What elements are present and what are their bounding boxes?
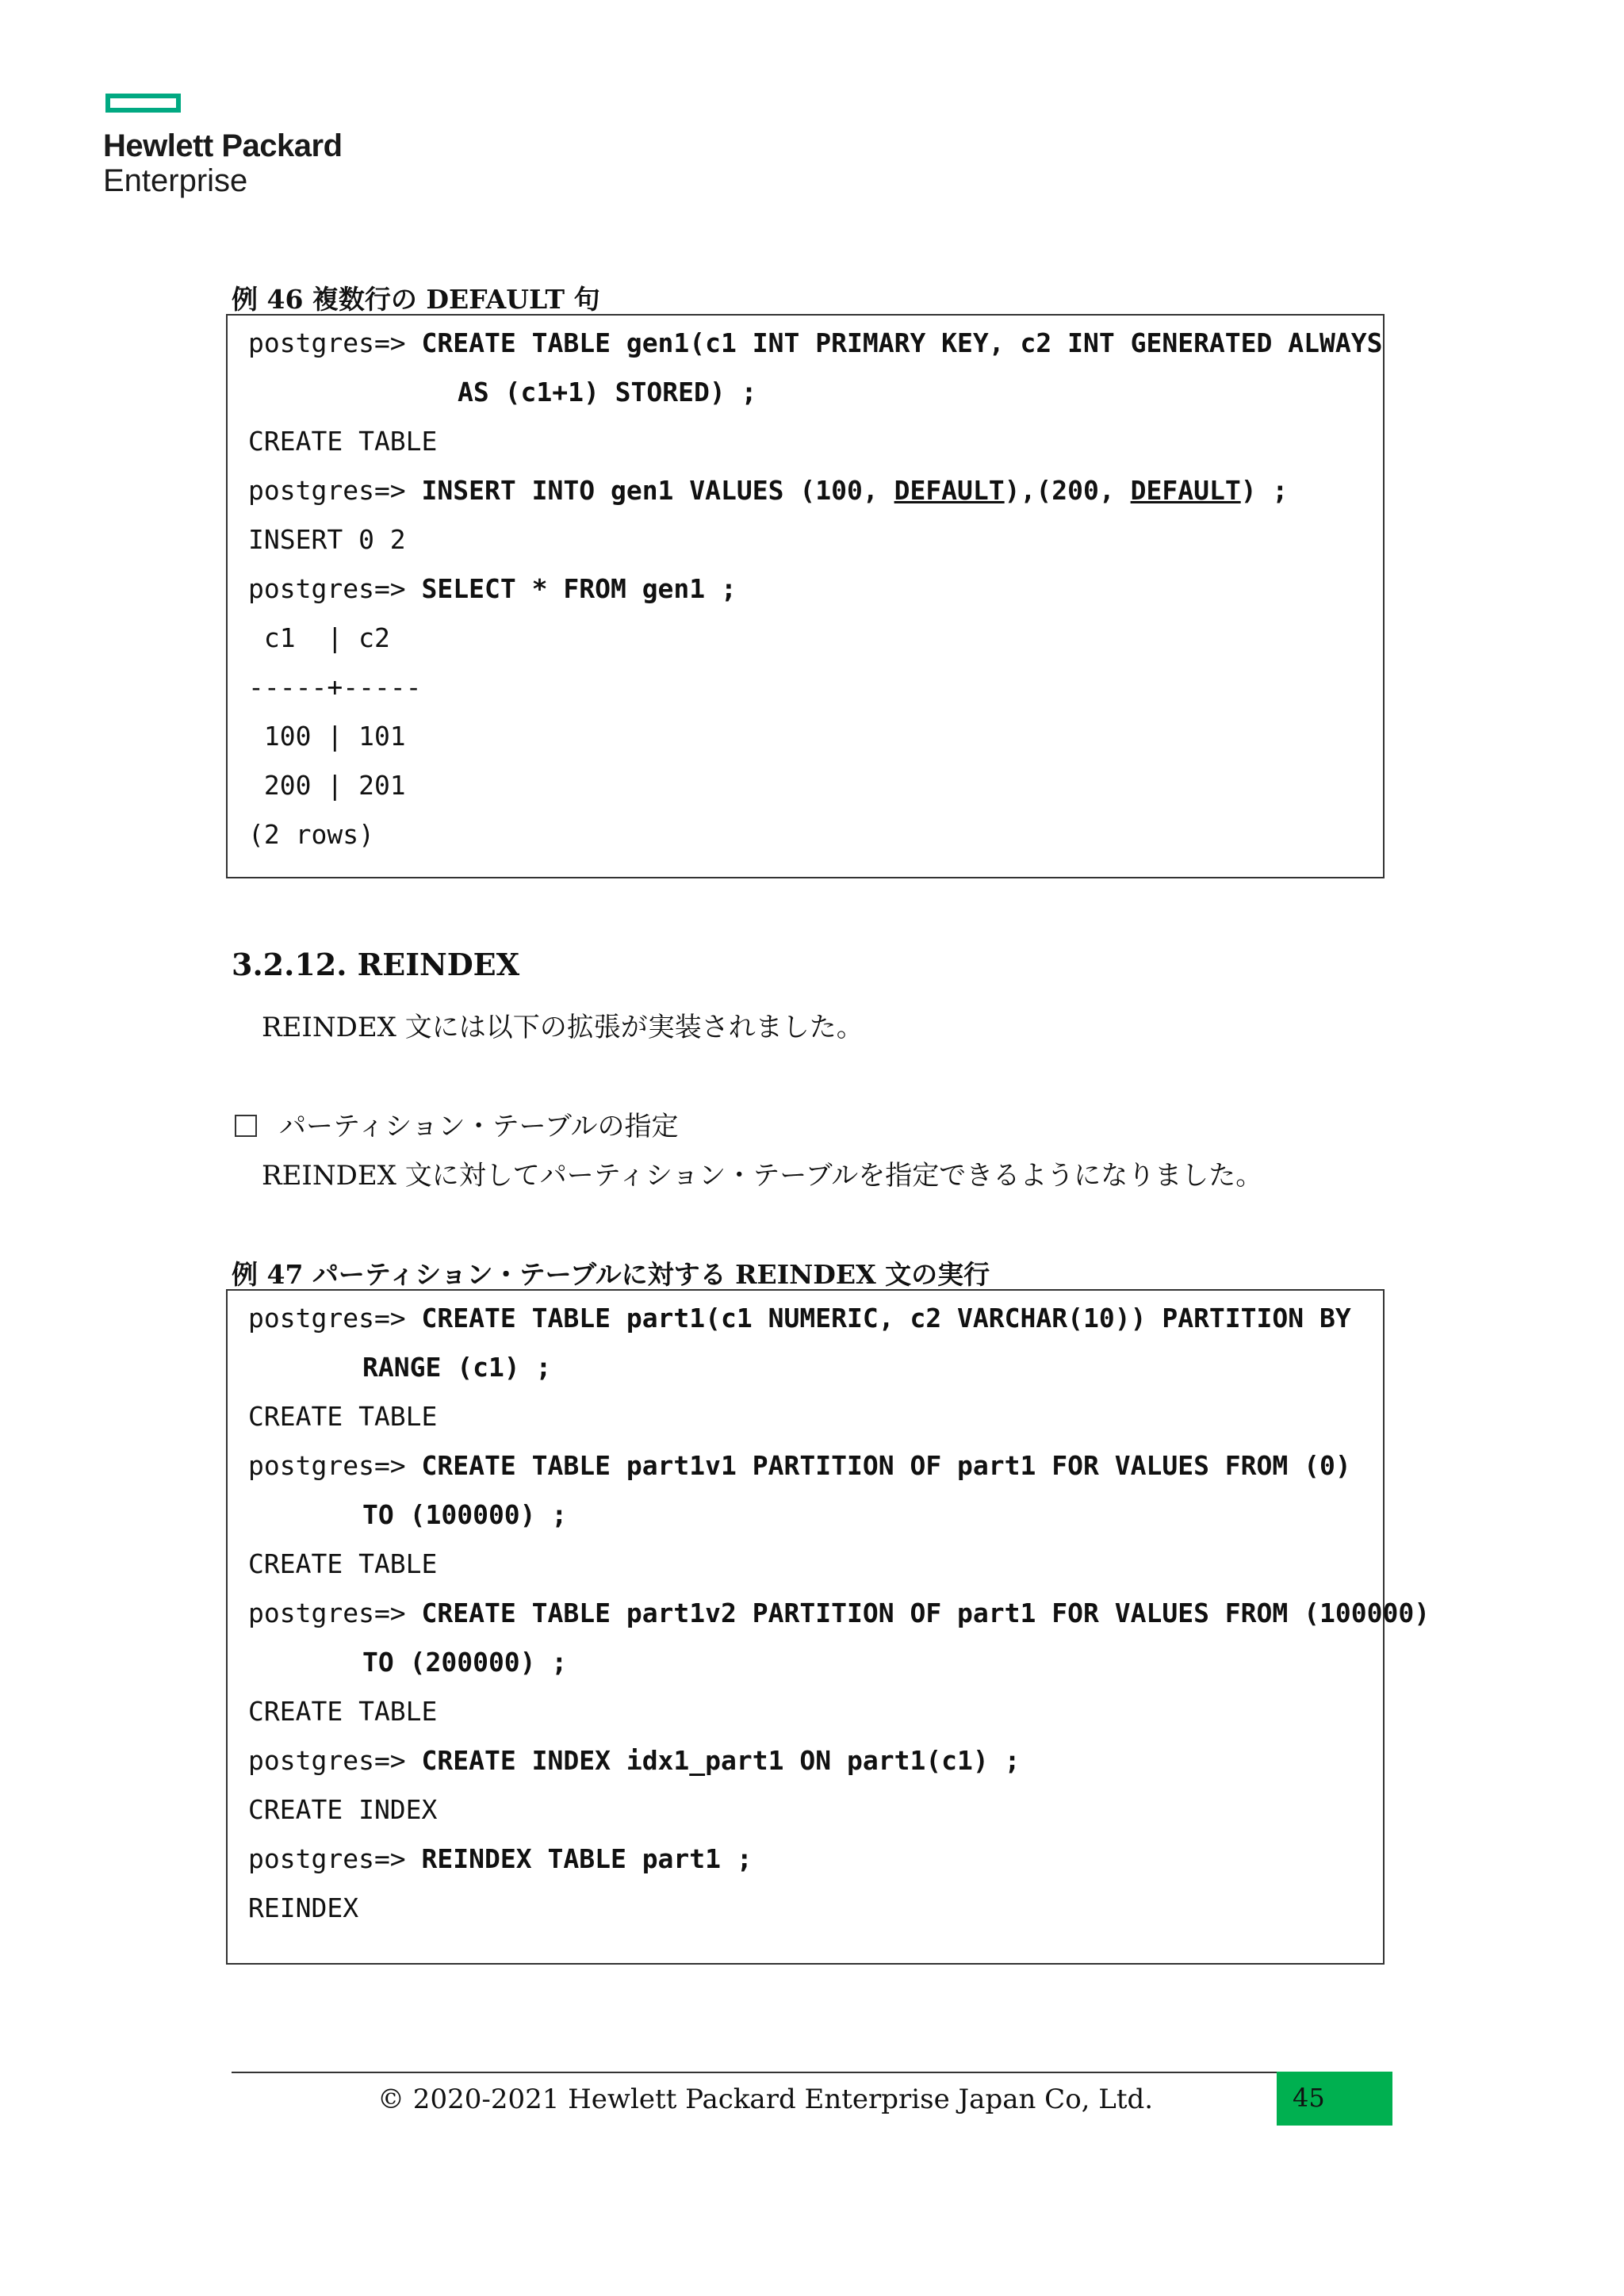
code-prompt: postgres=>	[248, 1598, 422, 1628]
code-prompt: postgres=>	[248, 475, 422, 506]
code-line	[248, 1884, 358, 1933]
code-line	[362, 1638, 567, 1687]
code-command: TO (200000) ;	[362, 1647, 568, 1678]
code-line	[248, 761, 406, 810]
section-intro: REINDEX 文には以下の拡張が実装されました。	[262, 1012, 864, 1043]
code-line	[248, 1687, 437, 1736]
code-line	[362, 1343, 551, 1392]
code-output: (2 rows)	[248, 819, 374, 850]
code-line	[248, 1835, 753, 1884]
code-line	[458, 368, 757, 417]
code-output: REINDEX	[248, 1892, 359, 1923]
code-line	[248, 663, 422, 712]
example-46-caption: 例 46 複数行の DEFAULT 句	[232, 284, 600, 315]
code-line	[248, 614, 390, 663]
code-line	[248, 417, 437, 466]
code-line	[248, 515, 406, 564]
code-output: CREATE TABLE	[248, 1548, 438, 1579]
code-line	[248, 810, 374, 859]
bullet-box-icon	[235, 1115, 257, 1137]
code-command: CREATE INDEX idx1_part1 ON part1(c1) ;	[421, 1745, 1021, 1776]
code-output: INSERT 0 2	[248, 524, 406, 555]
code-command: TO (100000) ;	[362, 1499, 568, 1530]
code-prompt: postgres=>	[248, 1843, 422, 1874]
example-46-code-box	[226, 314, 1385, 878]
code-command: RANGE (c1) ;	[362, 1352, 552, 1383]
code-prompt: postgres=>	[248, 327, 422, 358]
code-underlined-keyword: DEFAULT	[1130, 475, 1241, 506]
code-command: ),(200,	[1004, 475, 1131, 506]
code-output: CREATE TABLE	[248, 426, 438, 457]
logo-line-2: Enterprise	[103, 163, 248, 198]
code-prompt: postgres=>	[248, 1450, 422, 1481]
code-output: CREATE TABLE	[248, 1696, 438, 1727]
code-command: CREATE TABLE part1v1 PARTITION OF part1 FOR VALUES FROM (0)	[421, 1450, 1351, 1481]
footer-rule	[232, 2072, 1277, 2073]
code-command: REINDEX TABLE part1 ;	[421, 1843, 753, 1874]
example-47-code-box	[226, 1289, 1431, 1965]
code-underlined-keyword: DEFAULT	[894, 475, 1005, 506]
code-line	[248, 1294, 1351, 1343]
code-output: 200 | 201	[248, 770, 406, 801]
code-output: 100 | 101	[248, 721, 406, 752]
footer-copyright: © 2020-2021 Hewlett Packard Enterprise Japan Co, Ltd.	[377, 2084, 1154, 2115]
logo-line-1: Hewlett Packard	[103, 128, 343, 163]
bullet-item	[235, 1104, 679, 1143]
code-line	[248, 319, 1382, 368]
page-number-box	[1277, 2072, 1392, 2126]
code-command: INSERT INTO gen1 VALUES (100,	[421, 475, 894, 506]
code-line	[248, 1540, 437, 1589]
bullet-description: REINDEX 文に対してパーティション・テーブルを指定できるようになりました。	[262, 1160, 1263, 1192]
code-command: ) ;	[1240, 475, 1289, 506]
code-command: CREATE TABLE gen1(c1 INT PRIMARY KEY, c2 INT GENERATED ALWAYS	[421, 327, 1383, 358]
bullet-label: パーティション・テーブルの指定	[279, 1111, 679, 1142]
code-prompt: postgres=>	[248, 1745, 422, 1776]
code-output: CREATE TABLE	[248, 1401, 438, 1432]
code-prompt: postgres=>	[248, 1303, 422, 1334]
code-output: c1 | c2	[248, 622, 390, 653]
code-line	[248, 1392, 437, 1441]
page-number: 45	[1293, 2083, 1325, 2113]
code-command: CREATE TABLE part1(c1 NUMERIC, c2 VARCHAR(10)) PARTITION BY	[421, 1303, 1351, 1334]
code-command: SELECT * FROM gen1 ;	[421, 573, 737, 604]
code-line	[248, 1441, 1351, 1490]
code-command: AS (c1+1) STORED) ;	[458, 377, 757, 408]
code-line	[248, 1589, 1430, 1638]
code-prompt: postgres=>	[248, 573, 422, 604]
code-line	[248, 712, 406, 761]
code-line	[248, 466, 1288, 515]
section-title: 3.2.12. REINDEX	[232, 947, 520, 982]
code-line	[248, 564, 737, 614]
code-line	[248, 1736, 1021, 1785]
code-output: -----+-----	[248, 672, 422, 702]
code-line	[362, 1490, 567, 1540]
code-output: CREATE INDEX	[248, 1794, 438, 1825]
hpe-logo-mark	[105, 94, 181, 113]
example-47-caption: 例 47 パーティション・テーブルに対する REINDEX 文の実行	[232, 1259, 990, 1290]
code-line	[248, 1785, 437, 1835]
code-command: CREATE TABLE part1v2 PARTITION OF part1 FOR VALUES FROM (100000)	[421, 1598, 1431, 1628]
